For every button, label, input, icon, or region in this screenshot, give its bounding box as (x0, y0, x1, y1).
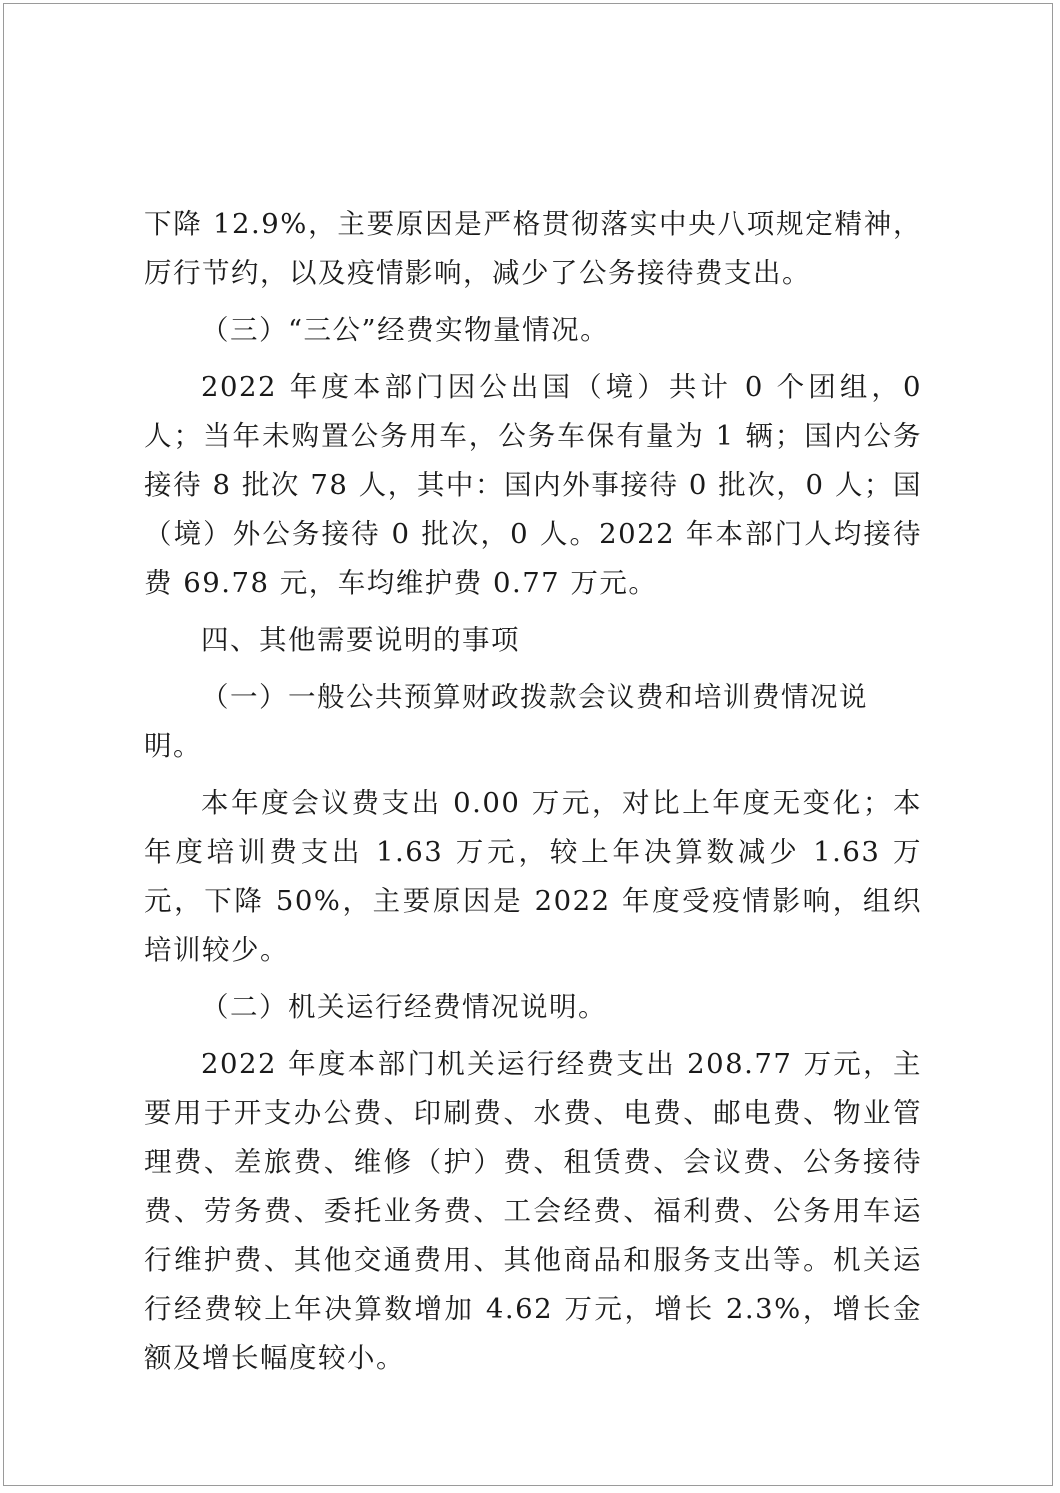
paragraph-operating-expenses-details: 2022 年度本部门机关运行经费支出 208.77 万元，主要用于开支办公费、印刷费、水费、电费、邮电费、物业管理费、差旅费、维修（护）费、租赁费、会议费、公务接待费、劳务费、委托业务费、工会经费、福利费、公务用车运行维护费、其他交通费用、其他商品和服务支出等。机关运行经费较上年决算数增加 4.62 万元，增长 2.3%，增长金额及增长幅度较小。 (144, 1048, 922, 1374)
document-page (3, 3, 1053, 1486)
heading-operating-expenses: （二）机关运行经费情况说明。 (201, 991, 607, 1023)
paragraph-meeting-training-details: 本年度会议费支出 0.00 万元，对比上年度无变化；本年度培训费支出 1.63 万元，较上年决算数减少 1.63 万元，下降 50%，主要原因是 2022 年度受疫情影响，组织培训较少。 (144, 787, 922, 966)
paragraph-physical-quantity-details: 2022 年度本部门因公出国（境）共计 0 个团组，0 人；当年未购置公务用车，公务车保有量为 1 辆；国内公务接待 8 批次 78 人，其中：国内外事接待 0 批次，0 人；国（境）外公务接待 0 批次，0 人。2022 年本部门人均接待费 69.78 元，车均维护费 0.77 万元。 (144, 371, 922, 599)
document-body (144, 200, 922, 1383)
heading-three-public-physical-quantity: （三）“三公”经费实物量情况。 (201, 314, 610, 346)
heading-other-matters: 四、其他需要说明的事项 (201, 624, 520, 656)
heading-meeting-training-fees: （一）一般公共预算财政拨款会议费和培训费情况说明。 (144, 681, 868, 762)
paragraph-public-reception-reason: 下降 12.9%，主要原因是严格贯彻落实中央八项规定精神，厉行节约，以及疫情影响，减少了公务接待费支出。 (144, 208, 922, 289)
